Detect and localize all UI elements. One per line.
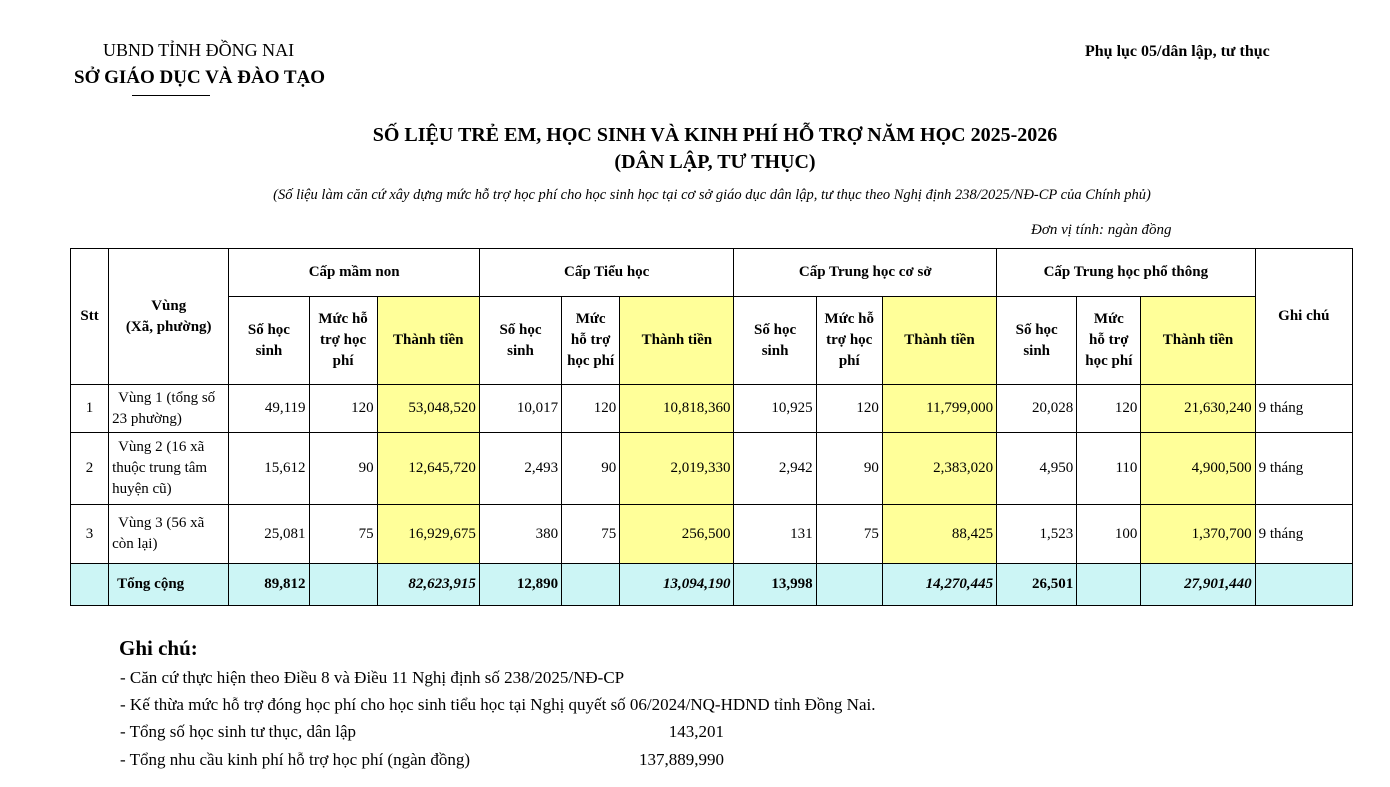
total-amount: 14,270,445 — [882, 564, 996, 606]
col-header-students-l2: sinh — [1023, 342, 1051, 359]
cell-students: 131 — [734, 505, 816, 564]
cell-rate: 90 — [816, 433, 882, 505]
col-header-rate-l3: phí — [332, 353, 354, 369]
col-header-rate-l1: Mức — [575, 311, 606, 327]
cell-note: 9 tháng — [1255, 385, 1352, 433]
cell-students: 25,081 — [229, 505, 309, 564]
total-students: 89,812 — [229, 564, 309, 606]
col-header-rate-l1: Mức — [1093, 311, 1124, 327]
cell-amount: 2,019,330 — [620, 433, 734, 505]
table-row — [71, 505, 1353, 564]
total-row — [71, 564, 1353, 606]
cell-students: 10,925 — [734, 385, 816, 433]
total-students: 13,998 — [734, 564, 816, 606]
col-header-students-l1: Số học — [247, 321, 290, 338]
total-amount: 82,623,915 — [377, 564, 479, 606]
appendix-label: Phụ lục 05/dân lập, tư thục — [1085, 43, 1270, 60]
cell-region — [109, 433, 229, 505]
total-rate-empty — [1077, 564, 1141, 606]
cell-rate: 120 — [816, 385, 882, 433]
col-header-rate-l2: hỗ trợ — [1089, 332, 1129, 348]
col-header-students — [479, 297, 561, 385]
cell-rate: 120 — [309, 385, 377, 433]
cell-amount: 21,630,240 — [1141, 385, 1255, 433]
note-item: - Kế thừa mức hỗ trợ đóng học phí cho học sinh tiểu học tại Nghị quyết số 06/2024/NQ-HDND tỉnh Đồng Nai. — [120, 695, 876, 714]
cell-students: 10,017 — [479, 385, 561, 433]
col-header-notes: Ghi chú — [1255, 249, 1352, 385]
header-divider — [132, 95, 210, 96]
col-header-rate-l3: phí — [838, 353, 860, 369]
cell-rate: 75 — [816, 505, 882, 564]
cell-rate: 75 — [562, 505, 620, 564]
cell-amount: 10,818,360 — [620, 385, 734, 433]
cell-students: 2,942 — [734, 433, 816, 505]
total-note-empty — [1255, 564, 1352, 606]
cell-amount: 256,500 — [620, 505, 734, 564]
note-item: - Tổng nhu cầu kinh phí hỗ trợ học phí (ngàn đồng) — [120, 750, 471, 769]
col-header-region-l1: Vùng — [151, 297, 187, 314]
cell-amount: 11,799,000 — [882, 385, 996, 433]
col-header-amount: Thành tiền — [1141, 297, 1255, 385]
col-header-rate-l3: học phí — [567, 353, 615, 369]
cell-rate: 75 — [309, 505, 377, 564]
cell-rate: 90 — [562, 433, 620, 505]
cell-amount: 12,645,720 — [377, 433, 479, 505]
col-header-rate-l2: trợ học — [319, 332, 367, 348]
col-header-students-l1: Số học — [1015, 321, 1058, 338]
cell-students: 15,612 — [229, 433, 309, 505]
note-total-budget: 137,889,990 — [639, 750, 724, 769]
document-title: SỐ LIỆU TRẺ EM, HỌC SINH VÀ KINH PHÍ HỖ TRỢ NĂM HỌC 2025-2026 — [372, 124, 1058, 146]
total-label: Tổng cộng — [109, 564, 229, 606]
cell-note: 9 tháng — [1255, 505, 1352, 564]
col-header-level-mn: Cấp mầm non — [229, 249, 480, 297]
cell-region-l1: Vùng 1 (tổng số — [118, 389, 216, 406]
cell-rate: 100 — [1077, 505, 1141, 564]
col-header-students-l2: sinh — [507, 342, 534, 359]
col-header-rate-l1: Mức hỗ — [318, 311, 368, 327]
document-title-sub: (DÂN LẬP, TƯ THỤC) — [614, 151, 816, 173]
total-amount: 27,901,440 — [1141, 564, 1255, 606]
cell-amount: 2,383,020 — [882, 433, 996, 505]
header-row-sub — [71, 297, 1353, 385]
col-header-students — [734, 297, 816, 385]
cell-students: 49,119 — [229, 385, 309, 433]
cell-region-l2: còn lại) — [112, 536, 158, 552]
total-rate-empty — [562, 564, 620, 606]
col-header-students — [229, 297, 309, 385]
table-row — [71, 385, 1353, 433]
cell-stt: 1 — [71, 385, 109, 433]
col-header-rate — [562, 297, 620, 385]
cell-rate: 110 — [1077, 433, 1141, 505]
unit-label: Đơn vị tính: ngàn đồng — [1031, 222, 1172, 238]
col-header-level-thcs: Cấp Trung học cơ sở — [734, 249, 997, 297]
col-header-stt: Stt — [71, 249, 109, 385]
col-header-region-l2: (Xã, phường) — [125, 318, 212, 335]
cell-region-l2: thuộc trung tâm — [112, 460, 208, 476]
cell-region — [109, 385, 229, 433]
cell-rate: 90 — [309, 433, 377, 505]
cell-students: 4,950 — [997, 433, 1077, 505]
cell-amount: 1,370,700 — [1141, 505, 1255, 564]
col-header-students-l1: Số học — [499, 321, 542, 338]
note-total-students: 143,201 — [668, 722, 724, 741]
note-item: - Tổng số học sinh tư thục, dân lập — [120, 722, 357, 741]
col-header-students-l1: Số học — [754, 321, 797, 338]
document-subtitle: (Số liệu làm căn cứ xây dựng mức hỗ trợ học phí cho học sinh học tại cơ sở giáo dục dân lập, tư thục theo Nghị định 238/2025/NĐ-CP của Chính phủ) — [273, 187, 1151, 203]
header-row-levels — [71, 249, 1353, 297]
cell-stt-empty — [71, 564, 109, 606]
org-name-province: UBND TỈNH ĐỒNG NAI — [103, 40, 295, 60]
notes-heading: Ghi chú: — [119, 636, 198, 660]
cell-region-l2: 23 phường) — [112, 410, 182, 427]
table-row — [71, 433, 1353, 505]
total-students: 12,890 — [479, 564, 561, 606]
total-amount: 13,094,190 — [620, 564, 734, 606]
cell-region-l3: huyện cũ) — [112, 481, 172, 497]
org-name-department: SỞ GIÁO DỤC VÀ ĐÀO TẠO — [74, 67, 326, 88]
cell-region-l1: Vùng 3 (56 xã — [118, 515, 205, 531]
cell-amount: 88,425 — [882, 505, 996, 564]
total-rate-empty — [816, 564, 882, 606]
cell-stt: 2 — [71, 433, 109, 505]
cell-students: 2,493 — [479, 433, 561, 505]
col-header-rate-l1: Mức hỗ — [824, 311, 874, 327]
col-header-students-l2: sinh — [255, 342, 283, 359]
cell-students: 1,523 — [997, 505, 1077, 564]
note-item: - Căn cứ thực hiện theo Điều 8 và Điều 11 Nghị định số 238/2025/NĐ-CP — [120, 668, 625, 687]
col-header-level-thpt: Cấp Trung học phổ thông — [997, 249, 1256, 297]
cell-note: 9 tháng — [1255, 433, 1352, 505]
col-header-region — [109, 249, 229, 385]
col-header-rate — [816, 297, 882, 385]
cell-amount: 53,048,520 — [377, 385, 479, 433]
col-header-rate-l3: học phí — [1085, 353, 1133, 369]
col-header-rate-l2: trợ học — [826, 332, 873, 348]
col-header-amount: Thành tiền — [882, 297, 996, 385]
cell-stt: 3 — [71, 505, 109, 564]
col-header-rate — [309, 297, 377, 385]
total-students: 26,501 — [997, 564, 1077, 606]
col-header-amount: Thành tiền — [620, 297, 734, 385]
col-header-students — [997, 297, 1077, 385]
col-header-amount: Thành tiền — [377, 297, 479, 385]
total-rate-empty — [309, 564, 377, 606]
cell-amount: 16,929,675 — [377, 505, 479, 564]
col-header-students-l2: sinh — [761, 342, 789, 359]
funding-table — [70, 248, 1353, 606]
cell-students: 380 — [479, 505, 561, 564]
cell-rate: 120 — [1077, 385, 1141, 433]
cell-region — [109, 505, 229, 564]
col-header-rate — [1077, 297, 1141, 385]
cell-rate: 120 — [562, 385, 620, 433]
cell-amount: 4,900,500 — [1141, 433, 1255, 505]
col-header-level-th: Cấp Tiểu học — [479, 249, 734, 297]
cell-region-l1: Vùng 2 (16 xã — [118, 439, 205, 455]
col-header-rate-l2: hỗ trợ — [570, 332, 611, 348]
cell-students: 20,028 — [997, 385, 1077, 433]
